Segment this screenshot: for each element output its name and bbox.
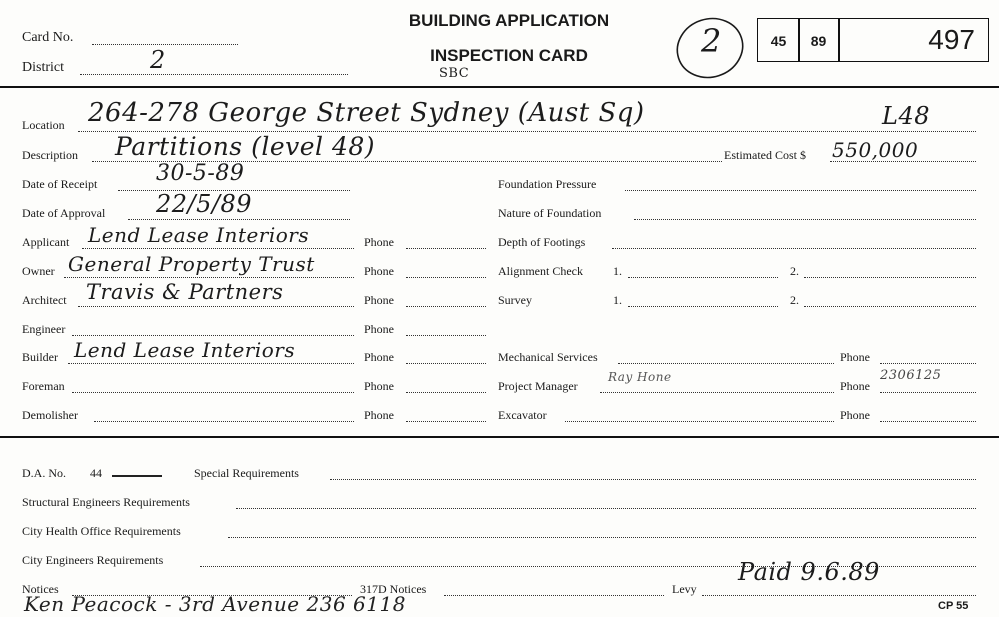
- structural-engineers-label: Structural Engineers Requirements: [22, 495, 190, 509]
- owner-phone-field[interactable]: [406, 277, 486, 278]
- foundation-pressure-field[interactable]: [625, 190, 976, 191]
- date-of-receipt-label: Date of Receipt: [22, 177, 98, 191]
- alignment-check-field2[interactable]: [804, 277, 976, 278]
- nature-of-foundation-label: Nature of Foundation: [498, 206, 602, 220]
- description-label: Description: [22, 148, 78, 162]
- city-engineers-label: City Engineers Requirements: [22, 553, 164, 567]
- engineer-phone-field[interactable]: [406, 335, 486, 336]
- builder-label: Builder: [22, 350, 58, 364]
- date-of-receipt-value: 30-5-89: [156, 161, 245, 186]
- circled-mark-value: 2: [701, 22, 722, 60]
- description-value: Partitions (level 48): [115, 132, 376, 161]
- architect-field[interactable]: [78, 306, 354, 307]
- date-of-approval-label: Date of Approval: [22, 206, 106, 220]
- excavator-phone-label: Phone: [840, 408, 870, 422]
- owner-phone-label: Phone: [364, 264, 394, 278]
- notices-label: Notices: [22, 582, 59, 596]
- project-manager-phone-field[interactable]: [880, 392, 976, 393]
- alignment-check-label: Alignment Check: [498, 264, 583, 278]
- date-of-approval-value: 22/5/89: [156, 190, 253, 218]
- foreman-phone-field[interactable]: [406, 392, 486, 393]
- applicant-field[interactable]: [82, 248, 354, 249]
- project-manager-phone-label: Phone: [840, 379, 870, 393]
- survey-label: Survey: [498, 293, 532, 307]
- form-code: CP 55: [938, 600, 969, 612]
- location-value: 264-278 George Street Sydney (Aust Sq): [88, 98, 645, 128]
- demolisher-phone-label: Phone: [364, 408, 394, 422]
- survey-num1: 1.: [613, 293, 622, 307]
- estimated-cost-value: 550,000: [832, 138, 919, 162]
- card-no-field[interactable]: [92, 44, 238, 45]
- location-level: L48: [882, 102, 930, 130]
- location-label: Location: [22, 118, 65, 132]
- special-requirements-field[interactable]: [330, 479, 976, 480]
- nature-of-foundation-field[interactable]: [634, 219, 976, 220]
- mechanical-services-phone-label: Phone: [840, 350, 870, 364]
- owner-value: General Property Trust: [68, 252, 315, 276]
- notices-317d-field[interactable]: [444, 595, 664, 596]
- owner-field[interactable]: [64, 277, 354, 278]
- builder-phone-label: Phone: [364, 350, 394, 364]
- alignment-check-num1: 1.: [613, 264, 622, 278]
- mechanical-services-phone-field[interactable]: [880, 363, 976, 364]
- da-no-value: 44: [90, 466, 102, 480]
- applicant-value: Lend Lease Interiors: [88, 223, 310, 247]
- depth-of-footings-field[interactable]: [612, 248, 976, 249]
- engineer-phone-label: Phone: [364, 322, 394, 336]
- mechanical-services-label: Mechanical Services: [498, 350, 598, 364]
- box-code1: 45: [770, 33, 787, 49]
- builder-field[interactable]: [68, 363, 354, 364]
- estimated-cost-label: Estimated Cost $: [724, 148, 806, 162]
- special-requirements-label: Special Requirements: [194, 466, 299, 480]
- levy-value: Paid 9.6.89: [738, 558, 880, 586]
- excavator-field[interactable]: [565, 421, 834, 422]
- applicant-phone-field[interactable]: [406, 248, 486, 249]
- box-number: 497: [928, 24, 975, 55]
- box-code2: 89: [810, 33, 827, 49]
- architect-phone-label: Phone: [364, 293, 394, 307]
- project-manager-label: Project Manager: [498, 379, 578, 393]
- survey-field1[interactable]: [628, 306, 778, 307]
- mechanical-services-field[interactable]: [618, 363, 834, 364]
- foreman-label: Foreman: [22, 379, 65, 393]
- excavator-phone-field[interactable]: [880, 421, 976, 422]
- architect-label: Architect: [22, 293, 67, 307]
- structural-engineers-field[interactable]: [236, 508, 976, 509]
- foreman-field[interactable]: [72, 392, 354, 393]
- levy-label: Levy: [672, 582, 697, 596]
- levy-field[interactable]: [702, 595, 976, 596]
- title-annotation: SBC: [439, 66, 470, 81]
- engineer-field[interactable]: [72, 335, 354, 336]
- architect-phone-field[interactable]: [406, 306, 486, 307]
- date-of-approval-field[interactable]: [128, 219, 350, 220]
- section-divider: [0, 436, 999, 438]
- builder-value: Lend Lease Interiors: [74, 338, 296, 362]
- footer-note: Ken Peacock - 3rd Avenue 236 6118: [24, 592, 406, 616]
- da-no-label: D.A. No.: [22, 466, 66, 480]
- engineer-label: Engineer: [22, 322, 66, 336]
- demolisher-label: Demolisher: [22, 408, 78, 422]
- da-no-scribble: [112, 475, 162, 477]
- alignment-check-num2: 2.: [790, 264, 799, 278]
- excavator-label: Excavator: [498, 408, 547, 422]
- demolisher-phone-field[interactable]: [406, 421, 486, 422]
- survey-num2: 2.: [790, 293, 799, 307]
- header-divider: [0, 86, 999, 88]
- project-manager-phone-value: 2306125: [880, 368, 942, 383]
- survey-field2[interactable]: [804, 306, 976, 307]
- district-field[interactable]: [80, 74, 348, 75]
- owner-label: Owner: [22, 264, 55, 278]
- form-title-line2: INSPECTION CARD: [430, 46, 588, 65]
- district-label: District: [22, 60, 64, 75]
- builder-phone-field[interactable]: [406, 363, 486, 364]
- architect-value: Travis & Partners: [86, 280, 284, 304]
- depth-of-footings-label: Depth of Footings: [498, 235, 586, 249]
- demolisher-field[interactable]: [94, 421, 354, 422]
- applicant-phone-label: Phone: [364, 235, 394, 249]
- district-value: 2: [150, 46, 166, 74]
- city-health-label: City Health Office Requirements: [22, 524, 181, 538]
- foreman-phone-label: Phone: [364, 379, 394, 393]
- applicant-label: Applicant: [22, 235, 70, 249]
- form-title-line1: BUILDING APPLICATION: [408, 11, 610, 30]
- city-health-field[interactable]: [228, 537, 976, 538]
- project-manager-value: Ray Hone: [608, 370, 672, 384]
- foundation-pressure-label: Foundation Pressure: [498, 177, 597, 191]
- project-manager-field[interactable]: [600, 392, 834, 393]
- notices-317d-label: 317D Notices: [360, 582, 427, 596]
- alignment-check-field1[interactable]: [628, 277, 778, 278]
- card-no-label: Card No.: [22, 30, 74, 45]
